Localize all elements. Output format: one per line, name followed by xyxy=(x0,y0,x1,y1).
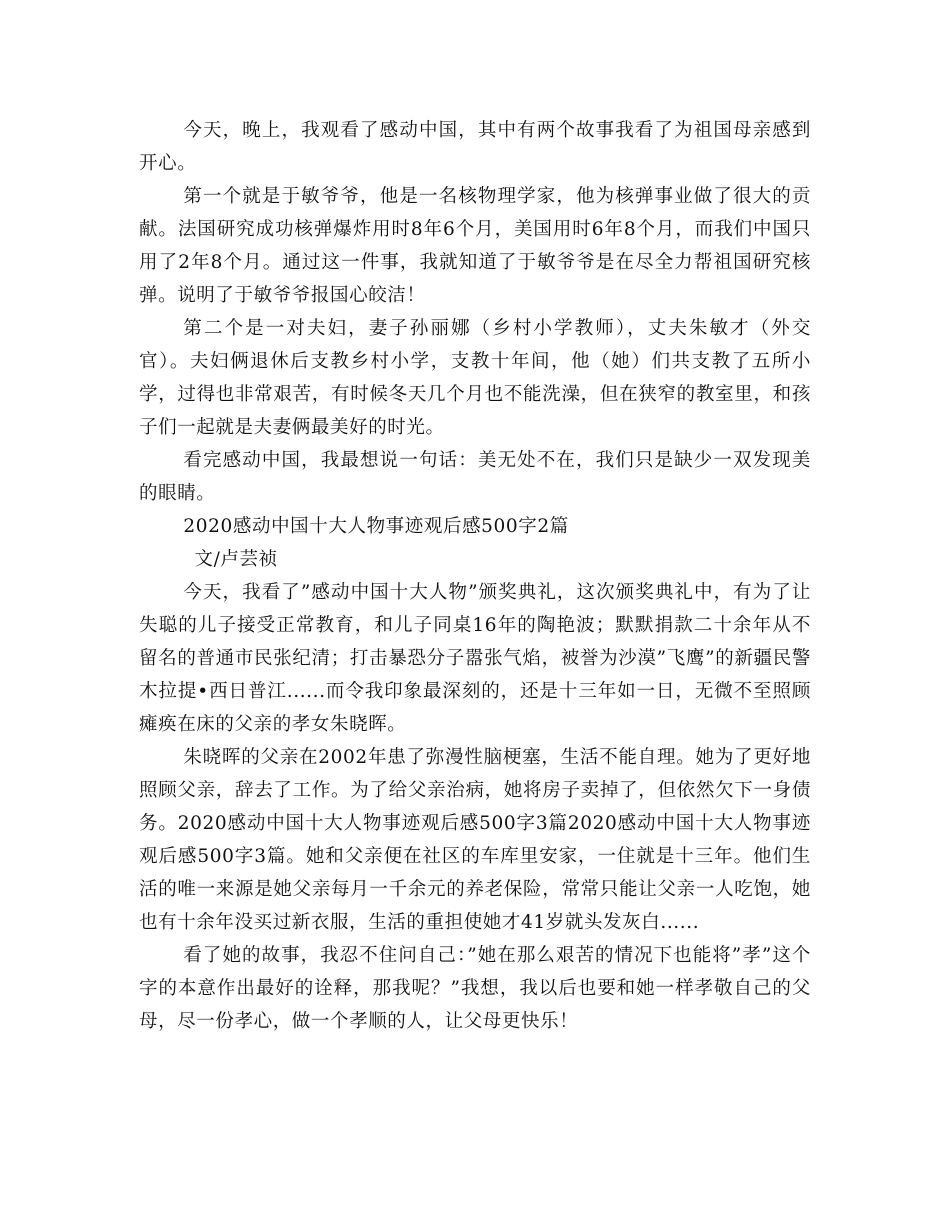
paragraph-yu-min: 第一个就是于敏爷爷，他是一名核物理学家，他为核弹事业做了很大的贡献。法国研究成功核弹爆炸用时8年6个月，美国用时6年8个月，而我们中国只用了2年8个月。通过这一件事，我就知道了于敏爷爷是在尽全力帮祖国研究核弹。说明了于敏爷爷报国心皎洁！ xyxy=(139,186,811,306)
paragraph-reflection: 看了她的故事，我忍不住问自己：”她在那么艰苦的情况下也能将”孝”这个字的本意作出最好的诠释，那我呢？”我想，我以后也要和她一样孝敬自己的父母，尽一份孝心，做一个孝顺的人，让父母更快乐！ xyxy=(139,945,811,1032)
document-body xyxy=(139,114,811,1038)
paragraph-conclusion: 看完感动中国，我最想说一句话：美无处不在，我们只是缺少一双发现美的眼睛。 xyxy=(139,450,811,504)
paragraph-ceremony: 今天，我看了”感动中国十大人物”颁奖典礼，这次颁奖典礼中，有为了让失聪的儿子接受正常教育，和儿子同桌16年的陶艳波；默默捐款二十余年从不留名的普通市民张纪清；打击暴恐分子嚣张气焰，被誉为沙漠”飞鹰”的新疆民警木拉提•西日普江......而令我印象最深刻的，还是十三年如一日，无微不至照顾瘫痪在床的父亲的孝女朱晓晖。 xyxy=(139,582,811,735)
essay-author: 文/卢芸祯 xyxy=(194,549,278,570)
paragraph-couple: 第二个是一对夫妇，妻子孙丽娜（乡村小学教师），丈夫朱敏才（外交官）。夫妇俩退休后支教乡村小学，支教十年间，他（她）们共支教了五所小学，过得也非常艰苦，有时候冬天几个月也不能洗澡，但在狭窄的教室里，和孩子们一起就是夫妻俩最美好的时光。 xyxy=(139,318,811,438)
paragraph-zhu-xiaohui: 朱晓晖的父亲在2002年患了弥漫性脑梗塞，生活不能自理。她为了更好地照顾父亲，辞去了工作。为了给父亲治病，她将房子卖掉了，但依然欠下一身债务。2020感动中国十大人物事迹观后感500字3篇2020感动中国十大人物事迹观后感500字3篇。她和父亲便在社区的车库里安家，一住就是十三年。他们生活的唯一来源是她父亲每月一千余元的养老保险，常常只能让父亲一人吃饱，她也有十余年没买过新衣服，生活的重担使她才41岁就头发灰白...... xyxy=(139,747,811,933)
paragraph-intro: 今天，晚上，我观看了感动中国，其中有两个故事我看了为祖国母亲感到开心。 xyxy=(139,120,811,174)
essay-heading: 2020感动中国十大人物事迹观后感500字2篇 xyxy=(183,516,569,537)
